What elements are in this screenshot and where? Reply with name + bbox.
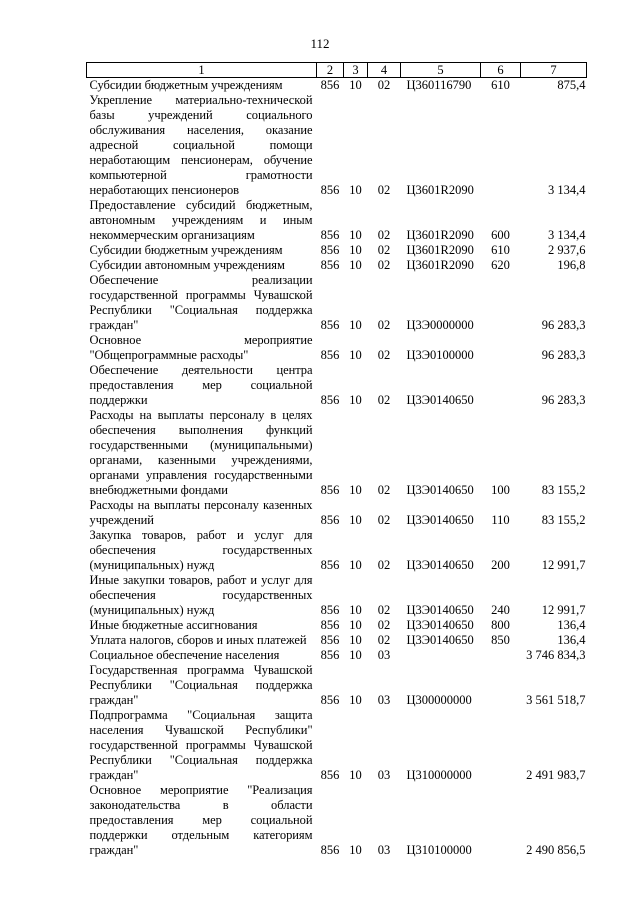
- table-row: [87, 93, 587, 198]
- row-target-article: Ц3601R2090: [406, 183, 474, 197]
- table-row: [87, 363, 587, 408]
- row-subsection: 02: [377, 258, 391, 272]
- row-target-article: Ц310100000: [406, 843, 472, 857]
- row-amount: 96 283,3: [541, 348, 586, 362]
- row-subsection: 02: [377, 618, 391, 632]
- row-amount: 2 937,6: [548, 243, 586, 257]
- row-admin-code: 856: [320, 768, 340, 782]
- row-subsection: 02: [377, 558, 391, 572]
- row-expense-type: 850: [491, 633, 510, 647]
- row-section: 10: [349, 258, 362, 272]
- row-subsection: 02: [377, 603, 391, 617]
- row-admin-code: 856: [320, 648, 340, 662]
- row-amount: 3 746 834,3: [526, 648, 586, 662]
- row-expense-type: 200: [491, 558, 510, 572]
- table-row: [87, 528, 587, 573]
- row-name: Государственная программа Чувашской Республики "Социальная поддержка граждан": [89, 663, 313, 707]
- row-subsection: 02: [377, 393, 391, 407]
- row-subsection: 02: [377, 633, 391, 647]
- row-target-article: Ц3Э0000000: [406, 318, 474, 332]
- row-section: 10: [349, 78, 362, 92]
- column-header-6: 6: [481, 63, 521, 78]
- row-name: Расходы на выплаты персоналу в целях обеспечения выполнения функций государственными (муниципальными) органами, казенными учреждениями, органами управления государственными внебюджетными фондами: [89, 408, 313, 497]
- row-name: Уплата налогов, сборов и иных платежей: [89, 633, 307, 647]
- row-subsection: 02: [377, 78, 391, 92]
- row-target-article: Ц3Э0140650: [406, 618, 474, 632]
- row-name: Обеспечение реализации государственной программы Чувашской Республики "Социальная поддержка граждан": [89, 273, 313, 332]
- row-expense-type: [481, 363, 521, 408]
- row-admin-code: 856: [320, 513, 340, 527]
- row-expense-type: [481, 663, 521, 708]
- column-header-4: 4: [368, 63, 401, 78]
- row-section: 10: [349, 243, 362, 257]
- table-row: [87, 648, 587, 663]
- row-section: 10: [349, 483, 362, 497]
- budget-table: [86, 62, 587, 858]
- row-admin-code: 856: [320, 78, 340, 92]
- row-target-article: [401, 648, 481, 663]
- row-name: Основное мероприятие "Общепрограммные расходы": [89, 333, 313, 362]
- row-target-article: Ц3601R2090: [406, 228, 474, 242]
- row-section: 10: [349, 693, 362, 707]
- row-amount: 875,4: [557, 78, 586, 92]
- row-section: 10: [349, 648, 362, 662]
- row-expense-type: 240: [491, 603, 510, 617]
- row-amount: 96 283,3: [541, 318, 586, 332]
- row-amount: 136,4: [557, 633, 586, 647]
- table-row: [87, 258, 587, 273]
- row-amount: 12 991,7: [541, 603, 586, 617]
- table-row: [87, 78, 587, 94]
- row-expense-type: 110: [491, 513, 510, 527]
- row-expense-type: [481, 93, 521, 198]
- row-target-article: Ц300000000: [406, 693, 472, 707]
- row-admin-code: 856: [320, 483, 340, 497]
- row-target-article: Ц3Э0140650: [406, 633, 474, 647]
- row-target-article: Ц3Э0140650: [406, 483, 474, 497]
- table-row: [87, 198, 587, 243]
- row-target-article: Ц3Э0140650: [406, 558, 474, 572]
- row-expense-type: 100: [491, 483, 510, 497]
- row-admin-code: 856: [320, 228, 340, 242]
- table-row: [87, 573, 587, 618]
- row-target-article: Ц3Э0140650: [406, 393, 474, 407]
- row-amount: 96 283,3: [541, 393, 586, 407]
- row-target-article: Ц3Э0140650: [406, 513, 474, 527]
- row-section: 10: [349, 558, 362, 572]
- table-row: [87, 243, 587, 258]
- table-row: [87, 708, 587, 783]
- row-section: 10: [349, 318, 362, 332]
- row-amount: 3 134,4: [548, 183, 586, 197]
- row-expense-type: [481, 708, 521, 783]
- row-subsection: 02: [377, 348, 391, 362]
- row-name: Субсидии бюджетным учреждениям: [89, 78, 283, 92]
- row-expense-type: 800: [491, 618, 510, 632]
- row-amount: 3 134,4: [548, 228, 586, 242]
- row-admin-code: 856: [320, 843, 340, 857]
- row-amount: 136,4: [557, 618, 586, 632]
- row-target-article: Ц3601R2090: [406, 243, 474, 257]
- row-admin-code: 856: [320, 243, 340, 257]
- row-subsection: 02: [377, 243, 391, 257]
- row-admin-code: 856: [320, 603, 340, 617]
- row-subsection: 03: [377, 768, 391, 782]
- row-subsection: 02: [377, 228, 391, 242]
- row-name: Субсидии бюджетным учреждениям: [89, 243, 283, 257]
- row-expense-type: [481, 648, 521, 663]
- table-row: [87, 408, 587, 498]
- row-amount: 196,8: [557, 258, 586, 272]
- row-admin-code: 856: [320, 618, 340, 632]
- row-expense-type: [481, 333, 521, 363]
- row-name: Укрепление материально-технической базы учреждений социального обслуживания населения, оказание адресной социальной помощи неработающим пенсионерам, обучение компьютерной грамотности неработающих пенсионеров: [89, 93, 313, 197]
- row-section: 10: [349, 348, 362, 362]
- row-section: 10: [349, 513, 362, 527]
- row-expense-type: [481, 783, 521, 858]
- row-amount: 83 155,2: [541, 483, 586, 497]
- row-name: Обеспечение деятельности центра предоставления мер социальной поддержки: [89, 363, 313, 407]
- row-target-article: Ц3Э0140650: [406, 603, 474, 617]
- page-number: 112: [310, 36, 330, 51]
- row-name: Закупка товаров, работ и услуг для обеспечения государственных (муниципальных) нужд: [89, 528, 313, 572]
- row-name: Расходы на выплаты персоналу казенных учреждений: [89, 498, 313, 527]
- row-expense-type: 600: [491, 228, 510, 242]
- row-name: Субсидии автономным учреждениям: [89, 258, 285, 272]
- table-body: [87, 78, 587, 859]
- column-header-5: 5: [401, 63, 481, 78]
- row-subsection: 02: [377, 183, 391, 197]
- row-amount: 3 561 518,7: [526, 693, 586, 707]
- table-row: [87, 618, 587, 633]
- row-admin-code: 856: [320, 393, 340, 407]
- row-target-article: Ц3Э0100000: [406, 348, 474, 362]
- row-section: 10: [349, 618, 362, 632]
- row-target-article: Ц310000000: [406, 768, 472, 782]
- row-name: Иные закупки товаров, работ и услуг для обеспечения государственных (муниципальных) нужд: [89, 573, 313, 617]
- row-expense-type: 610: [491, 78, 510, 92]
- row-admin-code: 856: [320, 183, 340, 197]
- row-section: 10: [349, 603, 362, 617]
- row-admin-code: 856: [320, 258, 340, 272]
- table-row: [87, 498, 587, 528]
- table-row: [87, 633, 587, 648]
- column-header-7: 7: [521, 63, 587, 78]
- table-row: [87, 663, 587, 708]
- row-section: 10: [349, 768, 362, 782]
- row-admin-code: 856: [320, 318, 340, 332]
- row-section: 10: [349, 183, 362, 197]
- row-admin-code: 856: [320, 633, 340, 647]
- row-subsection: 02: [377, 513, 391, 527]
- row-amount: 2 491 983,7: [526, 768, 586, 782]
- row-section: 10: [349, 843, 362, 857]
- row-name: Основное мероприятие "Реализация законодательства в области предоставления мер социальной поддержки отдельным категориям граждан": [89, 783, 313, 857]
- column-header-3: 3: [344, 63, 368, 78]
- row-name: Предоставление субсидий бюджетным, автономным учреждениям и иным некоммерческим организациям: [89, 198, 313, 242]
- row-section: 10: [349, 228, 362, 242]
- row-admin-code: 856: [320, 558, 340, 572]
- row-subsection: 02: [377, 318, 391, 332]
- row-expense-type: 620: [491, 258, 510, 272]
- row-name: Социальное обеспечение населения: [89, 648, 280, 662]
- row-target-article: Ц3601R2090: [406, 258, 474, 272]
- row-admin-code: 856: [320, 693, 340, 707]
- table-row: [87, 333, 587, 363]
- column-header-1: 1: [87, 63, 317, 78]
- table-row: [87, 273, 587, 333]
- column-header-row: [87, 63, 587, 78]
- row-name: Иные бюджетные ассигнования: [89, 618, 258, 632]
- row-subsection: 02: [377, 483, 391, 497]
- row-subsection: 03: [377, 693, 391, 707]
- row-expense-type: 610: [491, 243, 510, 257]
- row-section: 10: [349, 633, 362, 647]
- row-section: 10: [349, 393, 362, 407]
- row-amount: 12 991,7: [541, 558, 586, 572]
- row-subsection: 03: [377, 843, 391, 857]
- row-subsection: 03: [377, 648, 391, 662]
- row-amount: 83 155,2: [541, 513, 586, 527]
- row-expense-type: [481, 273, 521, 333]
- row-admin-code: 856: [320, 348, 340, 362]
- row-amount: 2 490 856,5: [526, 843, 586, 857]
- table-row: [87, 783, 587, 858]
- row-name: Подпрограмма "Социальная защита населения Чувашской Республики" государственной программы Чувашской Республики "Социальная поддержка граждан": [89, 708, 313, 782]
- row-target-article: Ц360116790: [406, 78, 472, 92]
- column-header-2: 2: [317, 63, 344, 78]
